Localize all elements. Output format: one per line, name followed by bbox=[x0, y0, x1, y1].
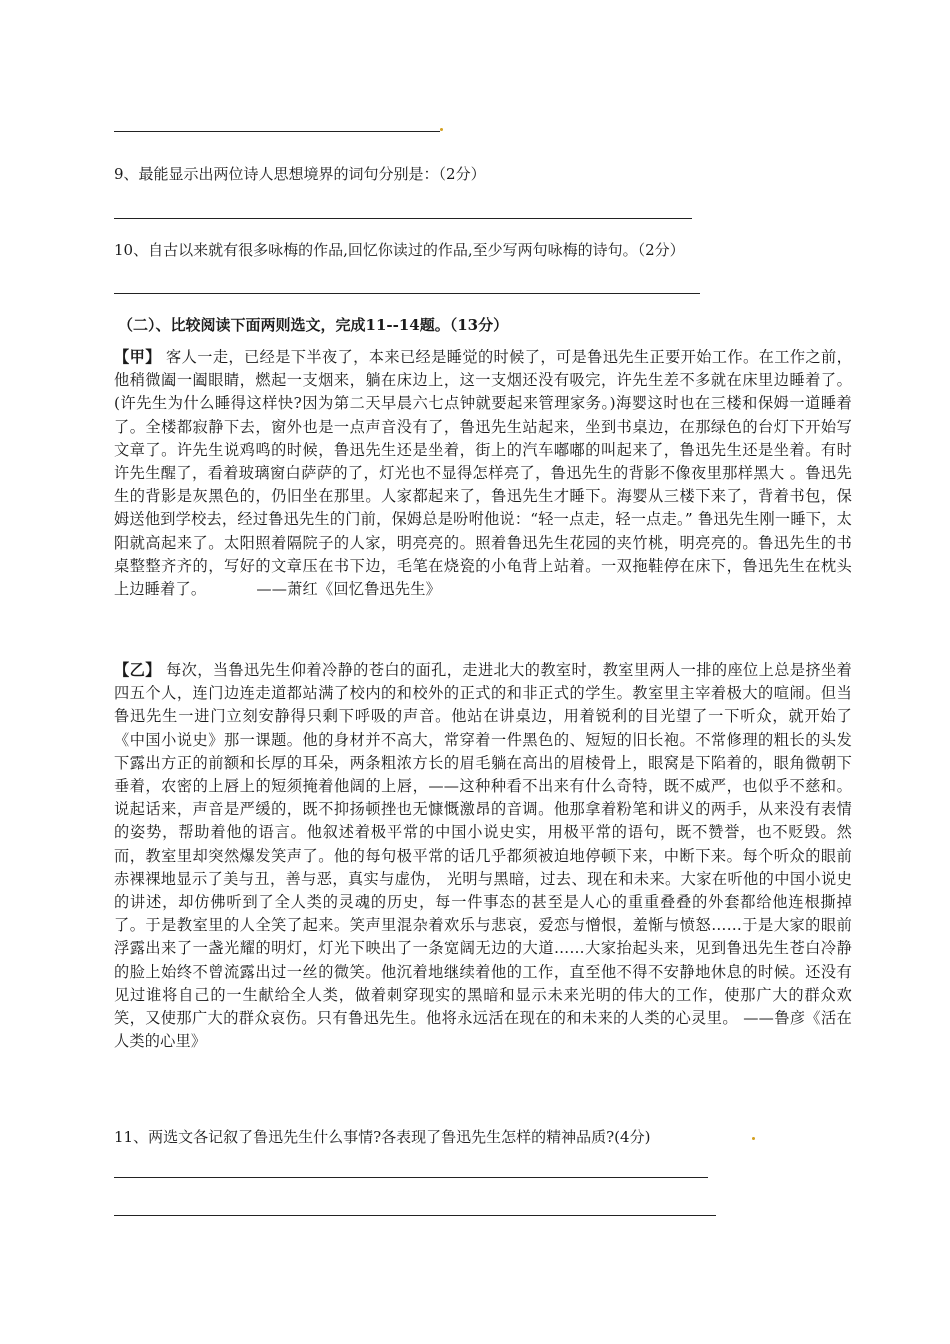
passage-b-body: 每次，当鲁迅先生仰着冷静的苍白的面孔，走进北大的教室时，教室里两人一排的座位上总是挤坐着四五个人，连门边连走道都站满了校内的和校外的正式的和非正式的学生。教室里主宰着极大的喧闹。但当鲁迅先生一进门立刻安静得只剩下呼吸的声音。他站在讲桌边，用着锐利的目光望了一下听众，就开始了《中国小说史》那一课题。他的身材并不高大，常穿着一件黑色的、短短的旧长袍。不常修理的粗长的头发下露出方正的前额和长厚的耳朵，两条粗浓方长的眉毛躺在高出的眉棱骨上，眼窝是下陷着的，眼角微朝下垂着，农密的上唇上的短须掩着他阔的上唇，——这种种看不出来有什么奇特，既不威严，也似乎不慈和。说起话来，声音是严缓的，既不抑扬顿挫也无慷慨激昂的音调。他那拿着粉笔和讲义的两手，从来没有表情的姿势，帮助着他的语言。他叙述着极平常的中国小说史实，用极平常的语句，既不赞誉，也不贬毁。然而，教室里却突然爆发笑声了。他的每句极平常的话几乎都须被迫地停顿下来，中断下来。每个听众的眼前赤裸裸地显示了美与丑，善与恶，真实与虚伪， 光明与黑暗，过去、现在和未来。大家在听他的中国小说史的讲述，却仿佛听到了全人类的灵魂的历史，每一件事态的甚至是人心的重重叠叠的外套都给他连根撕掉了。于是教室里的人全笑了起来。笑声里混杂着欢乐与悲哀，爱恋与憎恨，羞惭与愤怒……于是大家的眼前浮露出来了一盏光耀的明灯，灯光下映出了一条宽阔无边的大道……大家抬起头来，见到鲁迅先生苍白冷静的脸上始终不曾流露出过一丝的微笑。他沉着地继续着他的工作，直至他不得不安静地休息的时候。还没有见过谁将自己的一生献给全人类，做着刺穿现实的黑暗和显示未来光明的伟大的工作，使那广大的群众欢笑，又使那广大的群众哀伤。只有鲁迅先生。他将永远活在现在的和未来的人类的心灵里。 bbox=[114, 661, 853, 1028]
passage-a-source: ——萧红《回忆鲁迅先生》 bbox=[256, 580, 442, 599]
question-9: 9、最能显示出两位诗人思想境界的词句分别是：（2分） bbox=[114, 165, 486, 183]
answer-line-q10[interactable] bbox=[114, 293, 700, 294]
question-10: 10、自古以来就有很多咏梅的作品,回忆你读过的作品,至少写两句咏梅的诗句。（2分） bbox=[114, 241, 685, 259]
passage-b bbox=[114, 659, 852, 1053]
answer-line-q11-2[interactable] bbox=[114, 1215, 716, 1216]
passage-a bbox=[114, 346, 852, 601]
stray-mark bbox=[440, 128, 443, 131]
passage-a-tag: 【甲】 bbox=[114, 348, 161, 366]
passage-b-tag: 【乙】 bbox=[114, 661, 161, 679]
answer-line-q9[interactable] bbox=[114, 218, 692, 219]
question-11: 11、两选文各记叙了鲁迅先生什么事情?各表现了鲁迅先生怎样的精神品质?(4分) bbox=[114, 1128, 651, 1146]
passage-a-body: 客人一走，已经是下半夜了，本来已经是睡觉的时候了，可是鲁迅先生正要开始工作。在工作之前，他稍微阖一阖眼睛，燃起一支烟来，躺在床边上，这一支烟还没有吸完，许先生差不多就在床里边睡着了。(许先生为什么睡得这样快?因为第二天早晨六七点钟就要起来管理家务。)海婴这时也在三楼和保姆一道睡着了。全楼都寂静下去，窗外也是一点声音没有了，鲁迅先生站起来，坐到书桌边，在那绿色的台灯下开始写文章了。许先生说鸡鸣的时候，鲁迅先生还是坐着，街上的汽车嘟嘟的叫起来了，鲁迅先生还是坐着。有时许先生醒了，看着玻璃窗白萨萨的了，灯光也不显得怎样亮了，鲁迅先生的背影不像夜里那样黑大 。鲁迅先生的背影是灰黑色的，仍旧坐在那里。人家都起来了，鲁迅先生才睡下。海婴从三楼下来了，背着书包，保姆送他到学校去，经过鲁迅先生的门前，保姆总是吩咐他说：“轻一点走，轻一点走。” 鲁迅先生刚一睡下，太阳就高起来了。太阳照着隔院子的人家，明亮亮的。照着鲁迅先生花园的夹竹桃，明亮亮的。鲁迅先生的书桌整整齐齐的，写好的文章压在书下边，毛笔在烧瓷的小龟背上站着。一双拖鞋停在床下，鲁迅先生在枕头上边睡着了。 bbox=[114, 348, 853, 599]
answer-line-q11-1[interactable] bbox=[114, 1177, 708, 1178]
stray-mark bbox=[752, 1137, 755, 1140]
passage-b-source: ——鲁彦《活在人类的心里》 bbox=[114, 1009, 853, 1051]
answer-line-prev[interactable] bbox=[114, 131, 440, 132]
section-2-heading: （二）、比较阅读下面两则选文，完成11--14题。（13分） bbox=[118, 316, 509, 334]
